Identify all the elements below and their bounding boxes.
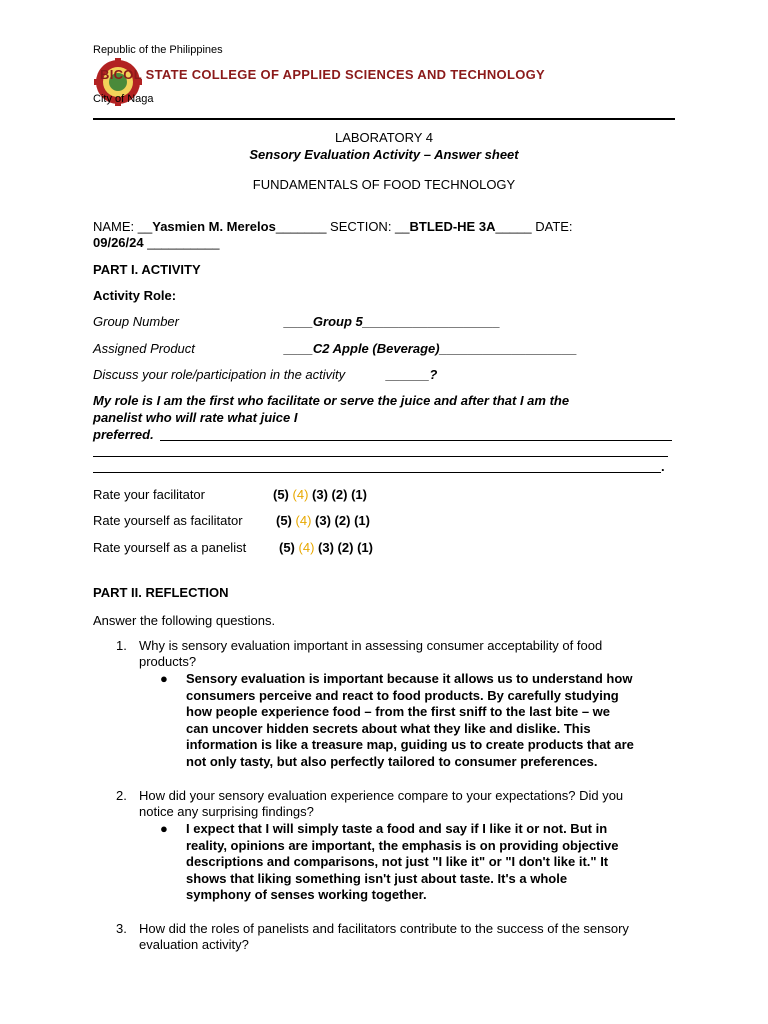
name-label: NAME: __ (93, 219, 153, 234)
lab-subtitle: Sensory Evaluation Activity – Answer sheet (249, 147, 519, 162)
question-line: evaluation activity? (139, 937, 249, 952)
name-value: Yasmien M. Merelos (152, 219, 276, 234)
question-text (139, 788, 679, 820)
rating-scale (279, 540, 373, 556)
date-value: 09/26/24 (93, 235, 144, 250)
question-text (139, 638, 679, 670)
answer-period: . (661, 459, 665, 474)
answer-line: shows that liking something isn't just about taste. It's a whole (186, 870, 568, 886)
lab-title: LABORATORY 4 (334, 130, 434, 145)
answer-line: not only tasty, but also perfectly tailored to consumer preferences. (186, 753, 598, 769)
answer-underline (160, 440, 672, 441)
discuss-label: Discuss your role/participation in the activity (93, 367, 346, 382)
rating-scale (273, 487, 367, 503)
bullet-icon: ● (160, 671, 168, 686)
question-number: 2. (116, 788, 127, 803)
question-line: notice any surprising findings? (139, 804, 314, 819)
answer-text (186, 671, 681, 770)
college-name: BICOL STATE COLLEGE OF APPLIED SCIENCES AND TECHNOLOGY (100, 67, 545, 82)
rating-label: Rate yourself as a panelist (93, 540, 247, 555)
section-value: BTLED-HE 3A (409, 219, 496, 234)
section-tail: _____ DATE: (495, 219, 573, 234)
answer-line: how people experience food – from the first sniff to the last bite – we (186, 704, 611, 719)
discuss-blank: ______? (386, 367, 438, 382)
rating-label: Rate your facilitator (93, 487, 205, 502)
answer-line: descriptions and comparisons, not just "I like it" or "I don't like it." It (186, 854, 609, 869)
header-divider (93, 118, 675, 120)
answer-line: information is like a treasure map, guiding us to create products that are (186, 737, 634, 752)
role-answer-line-3: preferred. (93, 427, 154, 442)
answer-line: symphony of senses working together. (186, 887, 427, 902)
question-number: 1. (116, 638, 127, 653)
rating-option-4-selected[interactable]: (4) (292, 487, 309, 502)
question-line: products? (139, 654, 197, 669)
answer-line: can uncover hidden secrets about what they like and dislike. This (186, 720, 591, 736)
name-tail: _______ SECTION: __ (275, 219, 410, 234)
answer-underline (93, 456, 668, 457)
rating-row-facilitator (93, 487, 367, 503)
activity-role-heading: Activity Role: (93, 288, 177, 303)
rating-option-4-selected[interactable]: (4) (298, 540, 315, 555)
product-label: Assigned Product (93, 341, 195, 356)
role-answer-line-1: My role is I am the first who facilitate or serve the juice and after that I am the (93, 393, 570, 408)
group-value: ____Group 5___________________ (284, 314, 501, 329)
group-label: Group Number (93, 314, 179, 329)
rating-option-5[interactable]: (5) (273, 487, 289, 502)
city-line: City of Naga (93, 93, 154, 105)
rating-option-3[interactable]: (3) (318, 540, 334, 555)
rating-row-self-panelist (93, 540, 373, 556)
product-value: ____C2 Apple (Beverage)___________________ (284, 341, 577, 356)
republic-line: Republic of the Philippines (93, 44, 223, 56)
rating-option-2[interactable]: (2) (331, 487, 348, 502)
course-title: FUNDAMENTALS OF FOOD TECHNOLOGY (252, 177, 516, 192)
answer-underline (93, 472, 661, 473)
rating-option-2[interactable]: (2) (334, 513, 351, 528)
answer-line: consumers perceive and react to food products. By carefully studying (186, 687, 619, 703)
part1-heading: PART I. ACTIVITY (93, 262, 201, 277)
rating-option-1[interactable]: (1) (351, 487, 367, 502)
answer-line: Sensory evaluation is important because it allows us to understand how (186, 671, 633, 686)
part2-heading: PART II. REFLECTION (93, 585, 229, 600)
question-line: How did your sensory evaluation experience compare to your expectations? Did you (139, 788, 624, 803)
date-tail: __________ (143, 235, 220, 250)
part2-instruction: Answer the following questions. (93, 613, 276, 628)
bullet-icon: ● (160, 821, 168, 836)
rating-option-5[interactable]: (5) (276, 513, 292, 528)
question-number: 3. (116, 921, 127, 936)
question-line: How did the roles of panelists and facilitators contribute to the success of the sensory (139, 921, 629, 936)
student-info (93, 219, 683, 235)
rating-option-5[interactable]: (5) (279, 540, 295, 555)
role-answer-line-2: panelist who will rate what juice I (93, 410, 298, 425)
answer-line: reality, opinions are important, the emphasis is on providing objective (186, 837, 619, 853)
answer-text (186, 821, 681, 904)
rating-option-2[interactable]: (2) (337, 540, 354, 555)
question-text (139, 921, 679, 953)
rating-scale (276, 513, 370, 529)
rating-option-4-selected[interactable]: (4) (295, 513, 312, 528)
question-line: Why is sensory evaluation important in assessing consumer acceptability of food (139, 638, 603, 653)
rating-label: Rate yourself as facilitator (93, 513, 243, 528)
rating-option-3[interactable]: (3) (312, 487, 328, 502)
rating-row-self-facilitator (93, 513, 370, 529)
rating-option-1[interactable]: (1) (354, 513, 370, 528)
rating-option-1[interactable]: (1) (357, 540, 373, 555)
rating-option-3[interactable]: (3) (315, 513, 331, 528)
date-line (93, 235, 220, 251)
answer-line: I expect that I will simply taste a food and say if I like it or not. But in (186, 821, 608, 836)
